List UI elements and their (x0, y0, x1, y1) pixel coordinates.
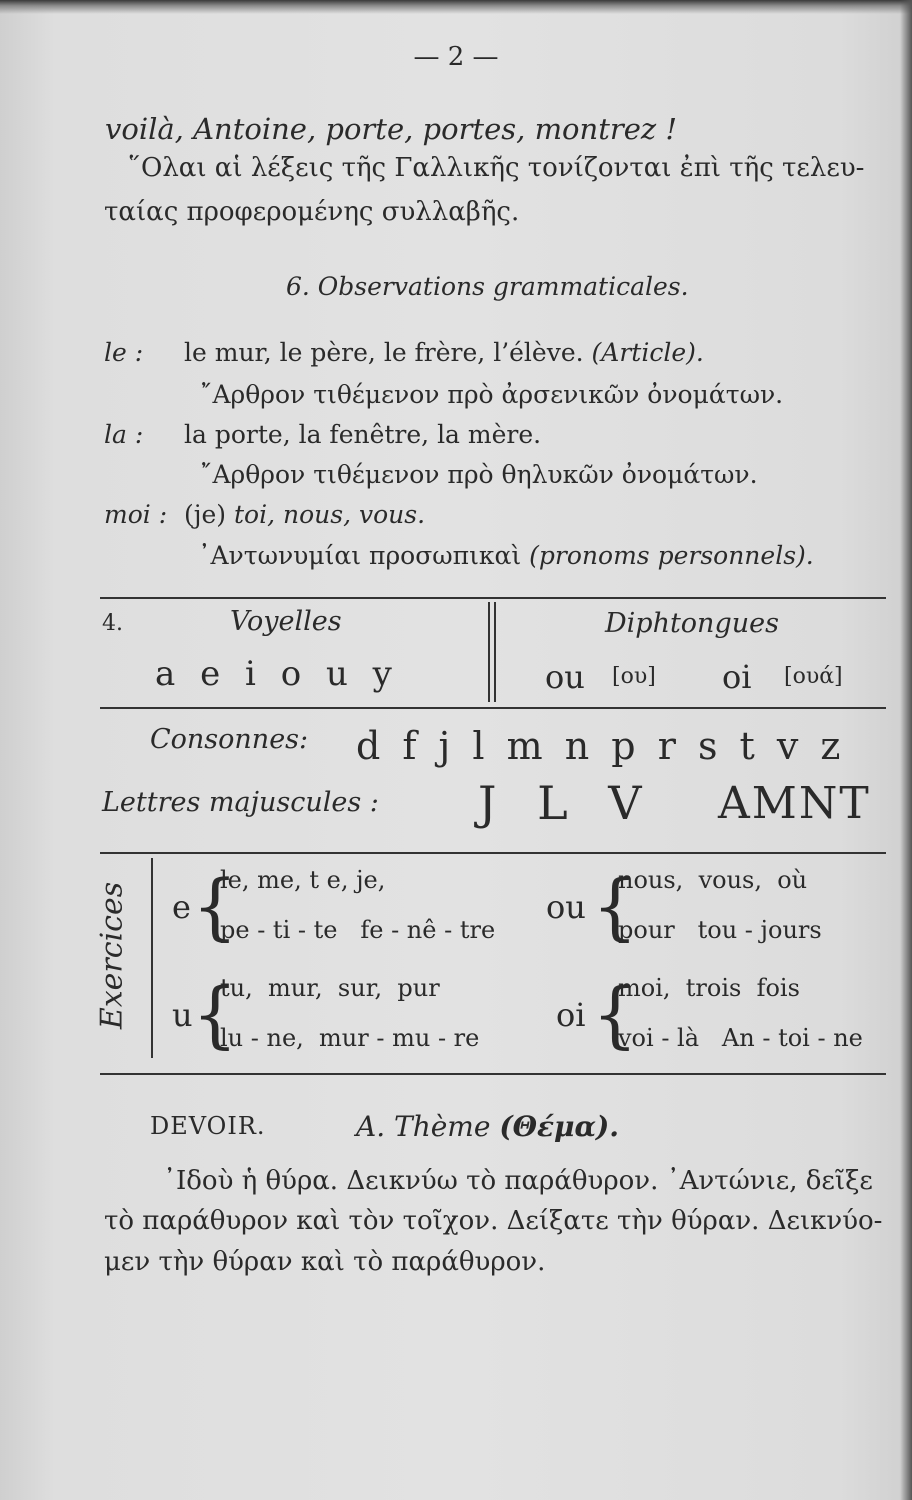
rule-top-4 (100, 597, 886, 599)
divider-vowels-2 (494, 602, 496, 702)
exercise-e-line1: le, me, t e, je, (220, 866, 386, 894)
intro-words: voilà, Antoine, porte, portes, montrez ! (105, 112, 678, 146)
page-number: — 2 — (413, 42, 499, 72)
rule-bottom-4 (100, 707, 886, 709)
obs-text-la: la porte, la fenêtre, la mère. (184, 420, 542, 449)
diph-ou-pron: [ου] (612, 664, 656, 689)
obs-greek-pron (198, 541, 814, 570)
obs-label-moi: moi : (104, 500, 168, 529)
brace-oi: { (592, 972, 638, 1056)
theme-heading (356, 1110, 619, 1143)
obs-note-moi: toi, nous, vous. (234, 500, 426, 529)
obs-text-moi (184, 500, 425, 529)
section-number: 4. (102, 611, 123, 636)
exercises-title: Exercices (94, 881, 130, 1030)
exercise-oi-line2: voi - là An - toi - ne (618, 1024, 863, 1052)
obs-greek-fem: ῎Αρθρον τιθέμενον πρὸ θηλυκῶν ὀνομάτων. (200, 460, 758, 489)
brace-ou: { (592, 864, 638, 948)
capitals-letters-1: J L V (478, 776, 642, 830)
obs-text-le (184, 338, 704, 367)
obs-text-moi-main: (je) (184, 500, 227, 529)
diph-ou: ou (545, 658, 585, 696)
exercise-letter-u: u (172, 996, 193, 1034)
exercise-e-line2: pe - ti - te fe - nê - tre (220, 916, 496, 944)
intro-greek-1: ῞Ολαι αἱ λέξεις τῆς Γαλλικῆς τονίζονται ἐπὶ τῆς τελευ- (128, 153, 865, 183)
exercise-letter-oi: oi (556, 996, 586, 1034)
diphthongs-title: Diphtongues (605, 608, 779, 639)
diph-oi: oi (722, 658, 752, 696)
capitals-letters-2: AMNT (718, 778, 871, 829)
consonants-label: Consonnes: (150, 724, 309, 755)
rule-top-exercises (100, 852, 886, 854)
exercise-letter-ou: ou (546, 888, 586, 926)
observations-title: 6. Observations grammaticales. (286, 272, 689, 301)
obs-text-le-main: le mur, le père, le frère, l’élève. (184, 338, 584, 367)
devoir-line-3: μεν τὴν θύραν καὶ τὸ παράθυρον. (104, 1247, 546, 1277)
exercise-u-line1: tu, mur, sur, pur (220, 974, 440, 1002)
exercise-u-line2: lu - ne, mur - mu - re (220, 1024, 480, 1052)
obs-greek-masc: ῎Αρθρον τιθέμενον πρὸ ἀρσενικῶν ὀνομάτων. (200, 380, 784, 409)
exercise-ou-line2: pour tou - jours (618, 916, 822, 944)
divider-vowels-1 (488, 602, 490, 702)
obs-greek-pron-main: ᾿Αντωνυμίαι προσωπικαὶ (198, 541, 522, 570)
scan-shadow-right (900, 0, 912, 1500)
exercise-letter-e: e (172, 888, 191, 926)
theme-title: A. Thème (356, 1110, 491, 1143)
rule-bottom-exercises (100, 1073, 886, 1075)
scan-shadow-top (0, 0, 912, 14)
exercise-ou-line1: nous, vous, où (618, 866, 808, 894)
diph-oi-pron: [ουά] (784, 664, 843, 689)
brace-u: { (192, 972, 238, 1056)
obs-label-le: le : (104, 338, 144, 367)
exercise-oi-line1: moi, trois fois (618, 974, 800, 1002)
obs-note-pron: (pronoms personnels). (529, 541, 814, 570)
exercises-divider (151, 858, 153, 1058)
brace-e: { (192, 864, 238, 948)
consonants-letters: d f j l m n p r s t v z (356, 724, 841, 768)
intro-greek-2: ταίας προφερομένης συλλαβῆς. (104, 197, 520, 227)
devoir-line-1: ᾿Ιδοὺ ἡ θύρα. Δεικνύω τὸ παράθυρον. ᾿Αντώνιε, δεῖξε (163, 1166, 873, 1196)
vowels-title: Voyelles (230, 606, 342, 637)
obs-note-le: (Article). (591, 338, 704, 367)
devoir-label: DEVOIR. (150, 1112, 266, 1140)
theme-greek: (Θέμα). (499, 1110, 620, 1143)
devoir-line-2: τὸ παράθυρον καὶ τὸν τοῖχον. Δείξατε τὴν θύραν. Δεικνύο- (104, 1206, 883, 1236)
capitals-label: Lettres majuscules : (102, 787, 379, 818)
vowels-letters: a e i o u y (155, 654, 392, 694)
obs-label-la: la : (104, 420, 144, 449)
